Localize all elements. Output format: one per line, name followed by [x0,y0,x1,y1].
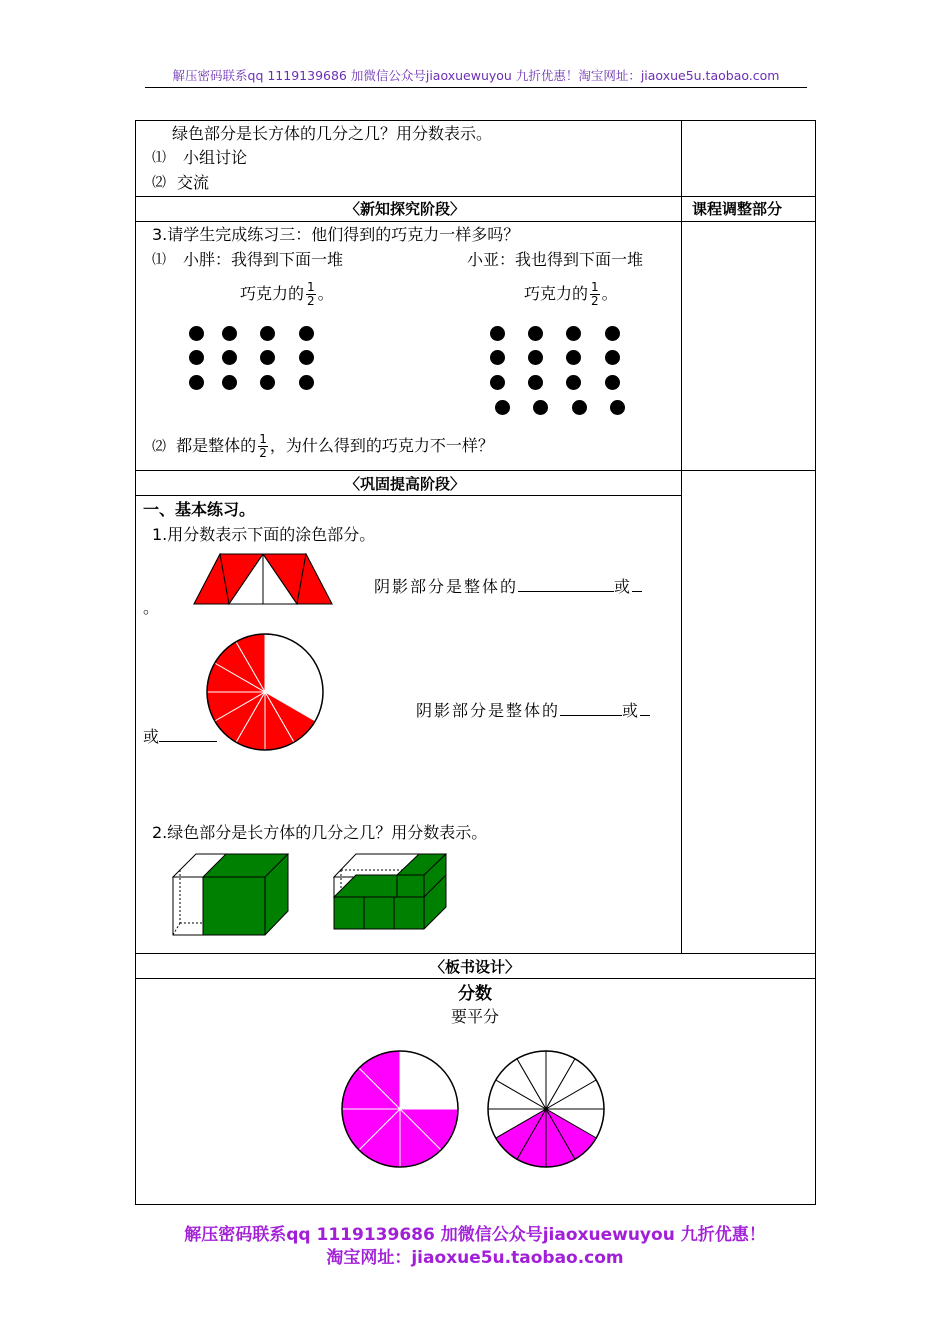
side-title: 课程调整部分 [692,200,783,218]
chocolate-dot [605,326,620,341]
stage2-title: 〈巩固提高阶段〉 [345,475,466,493]
fraction-half: $\frac{1}{2}$ [307,280,315,308]
chocolate-dot [572,400,587,415]
chocolate-dot [566,350,581,365]
blank1-end: 。 [143,598,160,617]
chocolate-dot [605,375,620,390]
p2-line-b: 巧克力的 $\frac{1}{2}$ 。 [524,280,618,308]
chocolate-dot [189,350,204,365]
board-sub: 要平分 [450,1007,499,1026]
p1-num: ⑴ [152,252,166,268]
page-header: 解压密码联系qq 1119139686 加微信公众号jiaoxuewuyou 九折优惠！淘宝网址：jiaoxue5u.taobao.com [145,66,807,88]
chocolate-dot [495,400,510,415]
board-title: 〈板书设计〉 [429,958,520,976]
answer-blank[interactable] [640,699,650,716]
blank2-end: 或 [143,725,217,747]
q2-line: ⑵ 都是整体的 $\frac{1}{2}$ ，为什么得到的巧克力不一样？ [152,432,494,460]
answer-blank[interactable] [560,699,622,716]
chocolate-dot [222,350,237,365]
chocolate-dot [533,400,548,415]
chocolate-dot [222,375,237,390]
step1-num: ⑴ [152,150,166,166]
green-cuboid-2 [333,853,448,931]
p2-line-a: 小亚：我也得到下面一堆 [467,250,644,269]
chocolate-dot [528,350,543,365]
chocolate-dot [566,375,581,390]
board-circle-twelfths [482,1049,610,1173]
chocolate-dot [605,350,620,365]
fraction-half: $\frac{1}{2}$ [591,280,599,308]
trapezoid-figure [193,553,333,605]
chocolate-dot [299,375,314,390]
step1-text: 小组讨论 [183,148,248,167]
chocolate-dot [528,375,543,390]
p1-line-a: 小胖：我得到下面一堆 [183,250,344,269]
footer-line-1: 解压密码联系qq 1119139686 加微信公众号jiaoxuewuyou 九折优惠！ [184,1225,766,1245]
fraction-half: $\frac{1}{2}$ [259,432,267,460]
blank2-line: 阴影部分是整体的 或 [416,699,650,721]
q3-text: 3.请学生完成练习三：他们得到的巧克力一样多吗？ [152,225,520,244]
blank1-line: 阴影部分是整体的 或 [374,575,642,597]
answer-blank[interactable] [518,575,614,592]
exercise-1: 1.用分数表示下面的涂色部分。 [152,525,376,544]
red-sector-circle [204,631,326,753]
chocolate-dot [566,326,581,341]
board-circle-eighths [340,1049,460,1169]
exercise-2: 2.绿色部分是长方体的几分之几？用分数表示。 [152,823,488,842]
p1-line-b: 巧克力的 $\frac{1}{2}$ 。 [240,280,334,308]
chocolate-dot [189,326,204,341]
top-question: 绿色部分是长方体的几分之几？用分数表示。 [172,124,493,143]
chocolate-dot [189,375,204,390]
chocolate-dot [490,326,505,341]
footer-line-2: 淘宝网址：jiaoxue5u.taobao.com [326,1248,624,1268]
chocolate-dot [490,375,505,390]
chocolate-dot [490,350,505,365]
chocolate-dot [260,326,275,341]
step2-text: 交流 [177,173,210,192]
chocolate-dot [528,326,543,341]
answer-blank[interactable] [159,725,217,742]
basic-practice-heading: 一、基本练习。 [143,500,256,519]
stage1-title: 〈新知探究阶段〉 [345,200,466,218]
chocolate-dot [610,400,625,415]
board-heading: 分数 [458,984,492,1004]
green-cuboid-1 [172,853,290,937]
chocolate-dot [260,375,275,390]
chocolate-dot [260,350,275,365]
chocolate-dot [222,326,237,341]
chocolate-dot [299,326,314,341]
chocolate-dot [299,350,314,365]
step2-num: ⑵ [152,175,166,191]
answer-blank[interactable] [632,575,642,592]
